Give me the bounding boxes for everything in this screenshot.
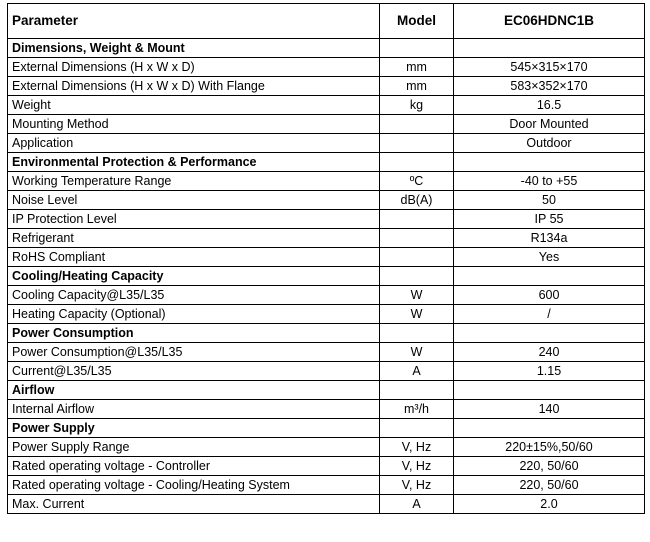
section-value-cell xyxy=(454,324,645,343)
spec-body xyxy=(8,39,645,514)
value-cell: 583×352×170 xyxy=(454,77,645,96)
parameter-cell: Heating Capacity (Optional) xyxy=(8,305,380,324)
table-row xyxy=(8,229,645,248)
unit-cell xyxy=(380,210,454,229)
value-cell: Door Mounted xyxy=(454,115,645,134)
table-row xyxy=(8,96,645,115)
value-cell: 140 xyxy=(454,400,645,419)
value-cell: 240 xyxy=(454,343,645,362)
section-row xyxy=(8,324,645,343)
section-value-cell xyxy=(454,153,645,172)
parameter-cell: Weight xyxy=(8,96,380,115)
table-row xyxy=(8,305,645,324)
section-value-cell xyxy=(454,419,645,438)
table-row xyxy=(8,115,645,134)
unit-cell: dB(A) xyxy=(380,191,454,210)
table-row xyxy=(8,438,645,457)
section-label: Environmental Protection & Performance xyxy=(8,153,380,172)
unit-cell xyxy=(380,134,454,153)
value-cell: 220±15%,50/60 xyxy=(454,438,645,457)
parameter-cell: Current@L35/L35 xyxy=(8,362,380,381)
section-label: Airflow xyxy=(8,381,380,400)
value-cell: 1.15 xyxy=(454,362,645,381)
unit-cell: W xyxy=(380,286,454,305)
table-row xyxy=(8,58,645,77)
table-row xyxy=(8,210,645,229)
model-header: Model xyxy=(380,4,454,39)
section-label: Power Supply xyxy=(8,419,380,438)
unit-cell: mm xyxy=(380,58,454,77)
unit-cell: W xyxy=(380,343,454,362)
product-header: EC06HDNC1B xyxy=(454,4,645,39)
unit-cell: V, Hz xyxy=(380,457,454,476)
table-row xyxy=(8,457,645,476)
parameter-cell: Cooling Capacity@L35/L35 xyxy=(8,286,380,305)
section-label: Cooling/Heating Capacity xyxy=(8,267,380,286)
table-row xyxy=(8,77,645,96)
table-row xyxy=(8,362,645,381)
parameter-cell: Noise Level xyxy=(8,191,380,210)
section-unit-cell xyxy=(380,153,454,172)
unit-cell: W xyxy=(380,305,454,324)
parameter-cell: External Dimensions (H x W x D) xyxy=(8,58,380,77)
value-cell: Yes xyxy=(454,248,645,267)
unit-cell: kg xyxy=(380,96,454,115)
unit-cell: ºC xyxy=(380,172,454,191)
section-row xyxy=(8,419,645,438)
value-cell: 50 xyxy=(454,191,645,210)
spec-table xyxy=(7,3,645,514)
unit-cell: mm xyxy=(380,77,454,96)
table-row xyxy=(8,286,645,305)
section-value-cell xyxy=(454,267,645,286)
parameter-cell: Rated operating voltage - Cooling/Heating System xyxy=(8,476,380,495)
table-row xyxy=(8,495,645,514)
parameter-cell: Max. Current xyxy=(8,495,380,514)
section-label: Power Consumption xyxy=(8,324,380,343)
value-cell: 545×315×170 xyxy=(454,58,645,77)
section-row xyxy=(8,381,645,400)
unit-cell: V, Hz xyxy=(380,476,454,495)
value-cell: 220, 50/60 xyxy=(454,457,645,476)
value-cell: 16.5 xyxy=(454,96,645,115)
section-value-cell xyxy=(454,381,645,400)
section-unit-cell xyxy=(380,381,454,400)
parameter-cell: RoHS Compliant xyxy=(8,248,380,267)
parameter-cell: Mounting Method xyxy=(8,115,380,134)
table-row xyxy=(8,172,645,191)
section-unit-cell xyxy=(380,39,454,58)
section-label: Dimensions, Weight & Mount xyxy=(8,39,380,58)
value-cell: 600 xyxy=(454,286,645,305)
section-row xyxy=(8,267,645,286)
table-row xyxy=(8,476,645,495)
value-cell: R134a xyxy=(454,229,645,248)
parameter-cell: Power Consumption@L35/L35 xyxy=(8,343,380,362)
unit-cell xyxy=(380,229,454,248)
table-row xyxy=(8,343,645,362)
value-cell: IP 55 xyxy=(454,210,645,229)
unit-cell: A xyxy=(380,362,454,381)
header-row xyxy=(8,4,645,39)
value-cell: / xyxy=(454,305,645,324)
parameter-cell: IP Protection Level xyxy=(8,210,380,229)
unit-cell: m³/h xyxy=(380,400,454,419)
unit-cell xyxy=(380,115,454,134)
section-unit-cell xyxy=(380,324,454,343)
section-unit-cell xyxy=(380,267,454,286)
value-cell: 2.0 xyxy=(454,495,645,514)
parameter-cell: Rated operating voltage - Controller xyxy=(8,457,380,476)
section-value-cell xyxy=(454,39,645,58)
unit-cell: A xyxy=(380,495,454,514)
value-cell: Outdoor xyxy=(454,134,645,153)
parameter-header: Parameter xyxy=(8,4,380,39)
parameter-cell: Power Supply Range xyxy=(8,438,380,457)
table-row xyxy=(8,400,645,419)
value-cell: -40 to +55 xyxy=(454,172,645,191)
section-row xyxy=(8,39,645,58)
value-cell: 220, 50/60 xyxy=(454,476,645,495)
parameter-cell: Refrigerant xyxy=(8,229,380,248)
section-row xyxy=(8,153,645,172)
unit-cell xyxy=(380,248,454,267)
table-row xyxy=(8,134,645,153)
unit-cell: V, Hz xyxy=(380,438,454,457)
parameter-cell: Application xyxy=(8,134,380,153)
section-unit-cell xyxy=(380,419,454,438)
parameter-cell: Internal Airflow xyxy=(8,400,380,419)
parameter-cell: Working Temperature Range xyxy=(8,172,380,191)
table-row xyxy=(8,191,645,210)
table-row xyxy=(8,248,645,267)
parameter-cell: External Dimensions (H x W x D) With Flange xyxy=(8,77,380,96)
